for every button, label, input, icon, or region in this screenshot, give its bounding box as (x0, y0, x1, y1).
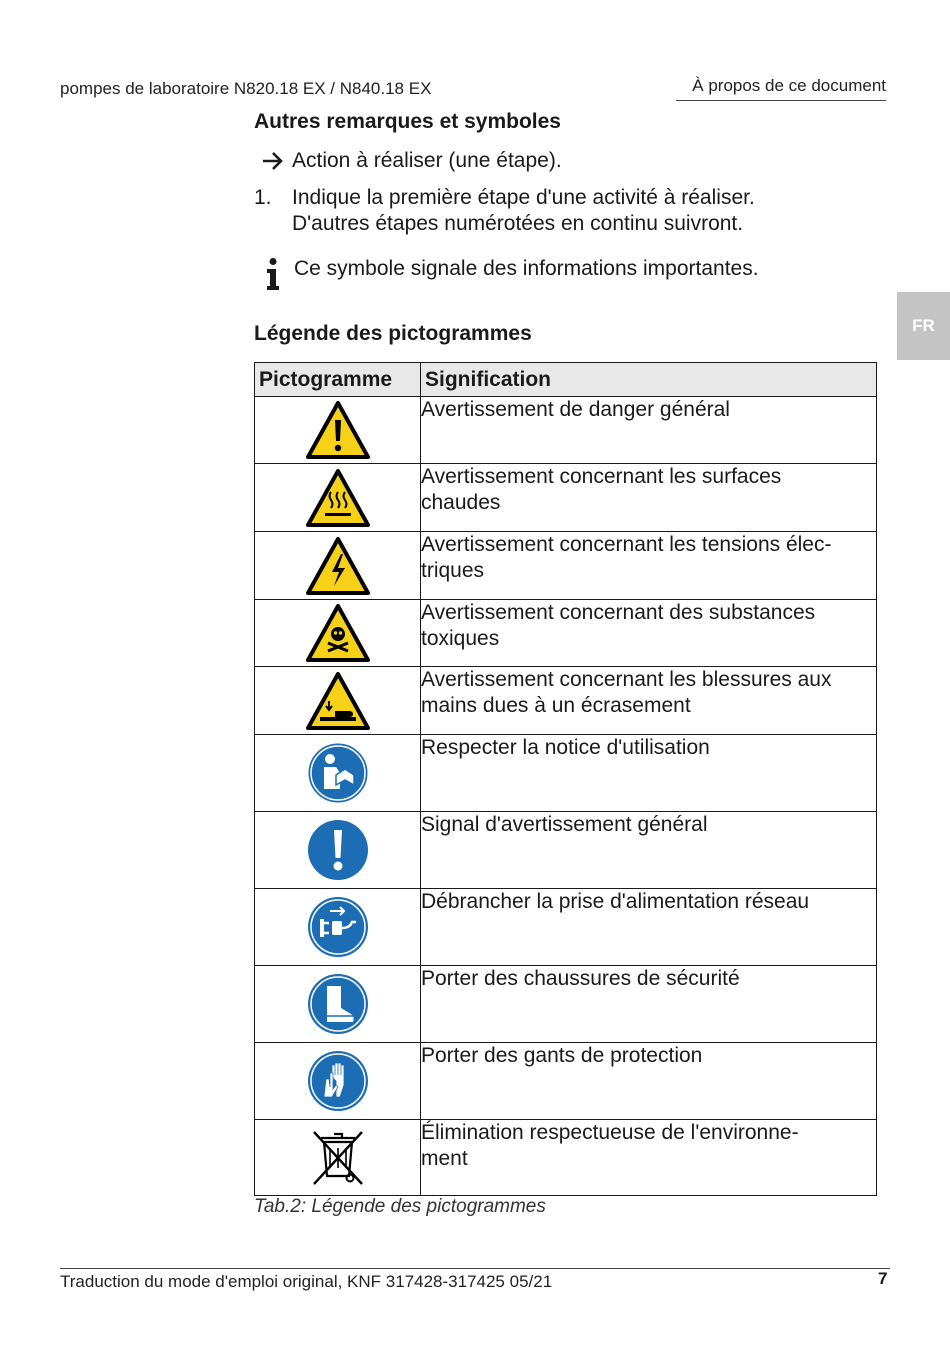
pictogram-cell (255, 735, 421, 812)
table-row (255, 812, 877, 889)
weee-disposal-icon (308, 1126, 368, 1190)
table-row (255, 464, 877, 532)
safety-shoes-icon (306, 972, 370, 1036)
protective-gloves-icon (306, 1049, 370, 1113)
table-row (255, 397, 877, 464)
meaning-line-2: chaudes (421, 491, 501, 514)
pictogram-cell (255, 464, 421, 532)
warning-voltage-icon (305, 536, 371, 596)
step-number: 1. (254, 186, 272, 209)
legend-heading: Légende des pictogrammes (254, 322, 532, 345)
pictogram-cell (255, 812, 421, 889)
meaning-line-1: Débrancher la prise d'alimentation réseau (421, 890, 810, 913)
meaning-line-1: Avertissement concernant des substances (421, 601, 816, 624)
general-mandatory-icon (306, 818, 370, 882)
pictogram-cell (255, 889, 421, 966)
warning-hand-crush-icon (305, 671, 371, 731)
table-row (255, 532, 877, 600)
language-tab[interactable]: FR (897, 292, 950, 360)
meaning-cell (421, 600, 877, 667)
pictogram-cell (255, 966, 421, 1043)
info-icon (263, 257, 283, 291)
meaning-line-1: Respecter la notice d'utilisation (421, 736, 710, 759)
meaning-line-2: toxiques (421, 627, 500, 650)
footer-divider (60, 1268, 890, 1269)
meaning-line-1: Signal d'avertissement général (421, 813, 708, 836)
table-row (255, 889, 877, 966)
pictogram-cell (255, 600, 421, 667)
meaning-cell (421, 667, 877, 735)
action-text: Action à réaliser (une étape). (292, 149, 562, 172)
table-row (255, 966, 877, 1043)
meaning-line-1: Avertissement concernant les blessures aux (421, 668, 832, 691)
info-text: Ce symbole signale des informations importantes. (294, 257, 759, 280)
table-header-row (255, 363, 877, 397)
pictogram-table (254, 362, 877, 1196)
footer-text: Traduction du mode d'emploi original, KNF 317428-317425 05/21 (60, 1272, 553, 1291)
col-header-meaning: Signification (421, 363, 877, 397)
meaning-cell (421, 1120, 877, 1196)
read-manual-icon (306, 741, 370, 805)
pictogram-cell (255, 397, 421, 464)
meaning-cell (421, 812, 877, 889)
step-text (292, 185, 755, 237)
header-divider (676, 100, 886, 101)
meaning-cell (421, 889, 877, 966)
meaning-line-1: Porter des gants de protection (421, 1044, 703, 1067)
meaning-line-1: Avertissement concernant les tensions élec- (421, 533, 832, 556)
header-section-title: À propos de ce document (692, 76, 886, 95)
warning-general-icon (305, 400, 371, 460)
table-row (255, 735, 877, 812)
meaning-line-2: mains dues à un écrasement (421, 694, 691, 717)
remarks-heading: Autres remarques et symboles (254, 110, 561, 133)
header-document-title: pompes de laboratoire N820.18 EX / N840.18 EX (60, 79, 432, 98)
table-row (255, 667, 877, 735)
meaning-cell (421, 966, 877, 1043)
col-header-pictogram: Pictogramme (255, 363, 421, 397)
table-row (255, 1120, 877, 1196)
meaning-cell (421, 464, 877, 532)
pictogram-cell (255, 667, 421, 735)
pictogram-cell (255, 1120, 421, 1196)
table-row (255, 1043, 877, 1120)
step-line-2: D'autres étapes numérotées en continu suivront. (292, 212, 744, 235)
meaning-line-1: Élimination respectueuse de l'environne- (421, 1121, 799, 1144)
table-row (255, 600, 877, 667)
unplug-icon (306, 895, 370, 959)
warning-hot-surface-icon (305, 468, 371, 528)
pictogram-cell (255, 1043, 421, 1120)
warning-toxic-icon (305, 603, 371, 663)
step-line-1: Indique la première étape d'une activité à réaliser. (292, 186, 755, 209)
page-number: 7 (878, 1269, 888, 1288)
meaning-cell (421, 397, 877, 464)
meaning-cell (421, 1043, 877, 1120)
meaning-line-1: Avertissement concernant les surfaces (421, 465, 782, 488)
meaning-line-1: Porter des chaussures de sécurité (421, 967, 740, 990)
pictogram-cell (255, 532, 421, 600)
table-caption: Tab.2: Légende des pictogrammes (254, 1196, 546, 1217)
meaning-line-2: ment (421, 1147, 468, 1170)
meaning-line-1: Avertissement de danger général (421, 398, 730, 421)
meaning-cell (421, 532, 877, 600)
arrow-right-icon (260, 148, 286, 174)
meaning-line-2: triques (421, 559, 485, 582)
meaning-cell (421, 735, 877, 812)
